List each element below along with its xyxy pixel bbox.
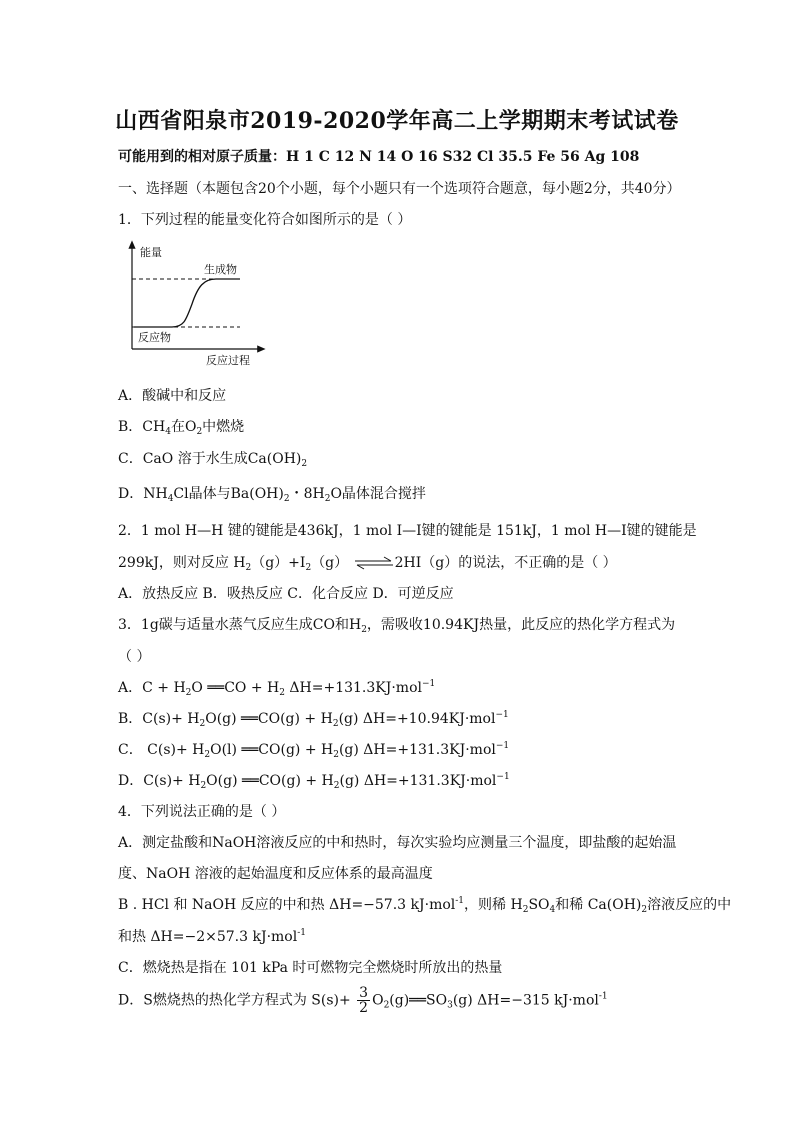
x-axis-label: 反应过程 [206, 354, 250, 367]
reversible-arrow-icon [353, 556, 395, 570]
q4-option-d: D．S燃烧热的热化学方程式为 S(s)+ $\frac{3}{2}$ $O_2(g)══SO_3(g)$ ΔH=−315 kJ·mol$^{-1}$ [118, 985, 608, 1016]
y-axis-label: 能量 [140, 246, 162, 259]
q4-option-a-line1: A．测定盐酸和NaOH溶液反应的中和热时，每次实验均应测量三个温度，即盐酸的起始温 [118, 835, 677, 851]
q1-option-d: D．$NH_4Cl$晶体与$Ba(OH)_2$・$8H_2O$晶体混合搅拌 [118, 486, 426, 504]
reaction-curve [134, 279, 240, 327]
q1-option-c: C．CaO 溶于水生成$Ca(OH)_2$ [118, 451, 308, 469]
q4-option-a-line2: 度、NaOH 溶液的起始温度和反应体系的最高温度 [118, 866, 433, 882]
q2-options: A．放热反应 B．吸热反应 C．化合反应 D．可逆反应 [118, 586, 454, 602]
q2-line2: 299kJ，则对反应 $H_2(g)+I_2(g)$ 2HI（g）的说法，不正确的是（ ） [118, 555, 617, 573]
page-title: 山西省阳泉市2019-2020学年高二上学期期末考试试卷 [115, 108, 679, 134]
section-header: 一、选择题（本题包含20个小题，每个小题只有一个选项符合题意，每小题2分，共40分） [118, 181, 681, 197]
q1-option-a: A．酸碱中和反应 [118, 388, 227, 404]
product-label: 生成物 [204, 263, 237, 276]
q1-stem: 1．下列过程的能量变化符合如图所示的是（ ） [118, 212, 412, 228]
fraction-three-halves: $\frac{3}{2}$ [359, 985, 369, 1016]
q4-option-c: C．燃烧热是指在 101 kPa 时可燃物完全燃烧时所放出的热量 [118, 960, 503, 976]
q2-line1: 2．1 mol H—H 键的键能是436kJ，1 mol I—I键的键能是 151kJ，1 mol H—I键的键能是 [118, 523, 697, 539]
energy-diagram [120, 240, 270, 370]
atomic-masses-line: 可能用到的相对原子质量：H 1 C 12 N 14 O 16 S32 Cl 35.5 Fe 56 Ag 108 [118, 149, 640, 165]
q3-option-c: C． $C(s)+ H_2O(l)$ ══CO(g) + $H_2(g)$ ΔH=+131.3KJ·mol$^{-1}$ [118, 741, 510, 760]
q3-line1: 3．1g碳与适量水蒸气反应生成CO和$H_2$，需吸收10.94KJ热量，此反应的热化学方程式为 [118, 617, 676, 635]
q4-option-b-line2: 和热 ΔH=−2×57.3 kJ·mol$^{-1}$ [118, 928, 306, 945]
reactant-label: 反应物 [138, 331, 171, 344]
q4-option-b-line1: B . HCl 和 NaOH 反应的中和热 ΔH=−57.3 kJ·mol$^{-1}$，则稀 $H_2SO_4$和稀 $Ca(OH)_2$溶液反应的中 [118, 896, 732, 915]
q1-option-b: B．$CH_4$在$O_2$中燃烧 [118, 419, 245, 437]
q3-option-a: A．$C + H_2O$ ══CO + $H_2$ ΔH=+131.3KJ·mol$^{-1}$ [118, 679, 436, 698]
q3-option-b: B．$C(s)+ H_2O(g)$ ══CO(g) + $H_2(g)$ ΔH=+10.94KJ·mol$^{-1}$ [118, 710, 509, 729]
q4-stem: 4．下列说法正确的是（ ） [118, 804, 286, 820]
q3-option-d: D．$C(s)+ H_2O(g)$ ══CO(g) + $H_2(g)$ ΔH=+131.3KJ·mol$^{-1}$ [118, 772, 510, 791]
q3-line2: （ ） [118, 649, 151, 665]
